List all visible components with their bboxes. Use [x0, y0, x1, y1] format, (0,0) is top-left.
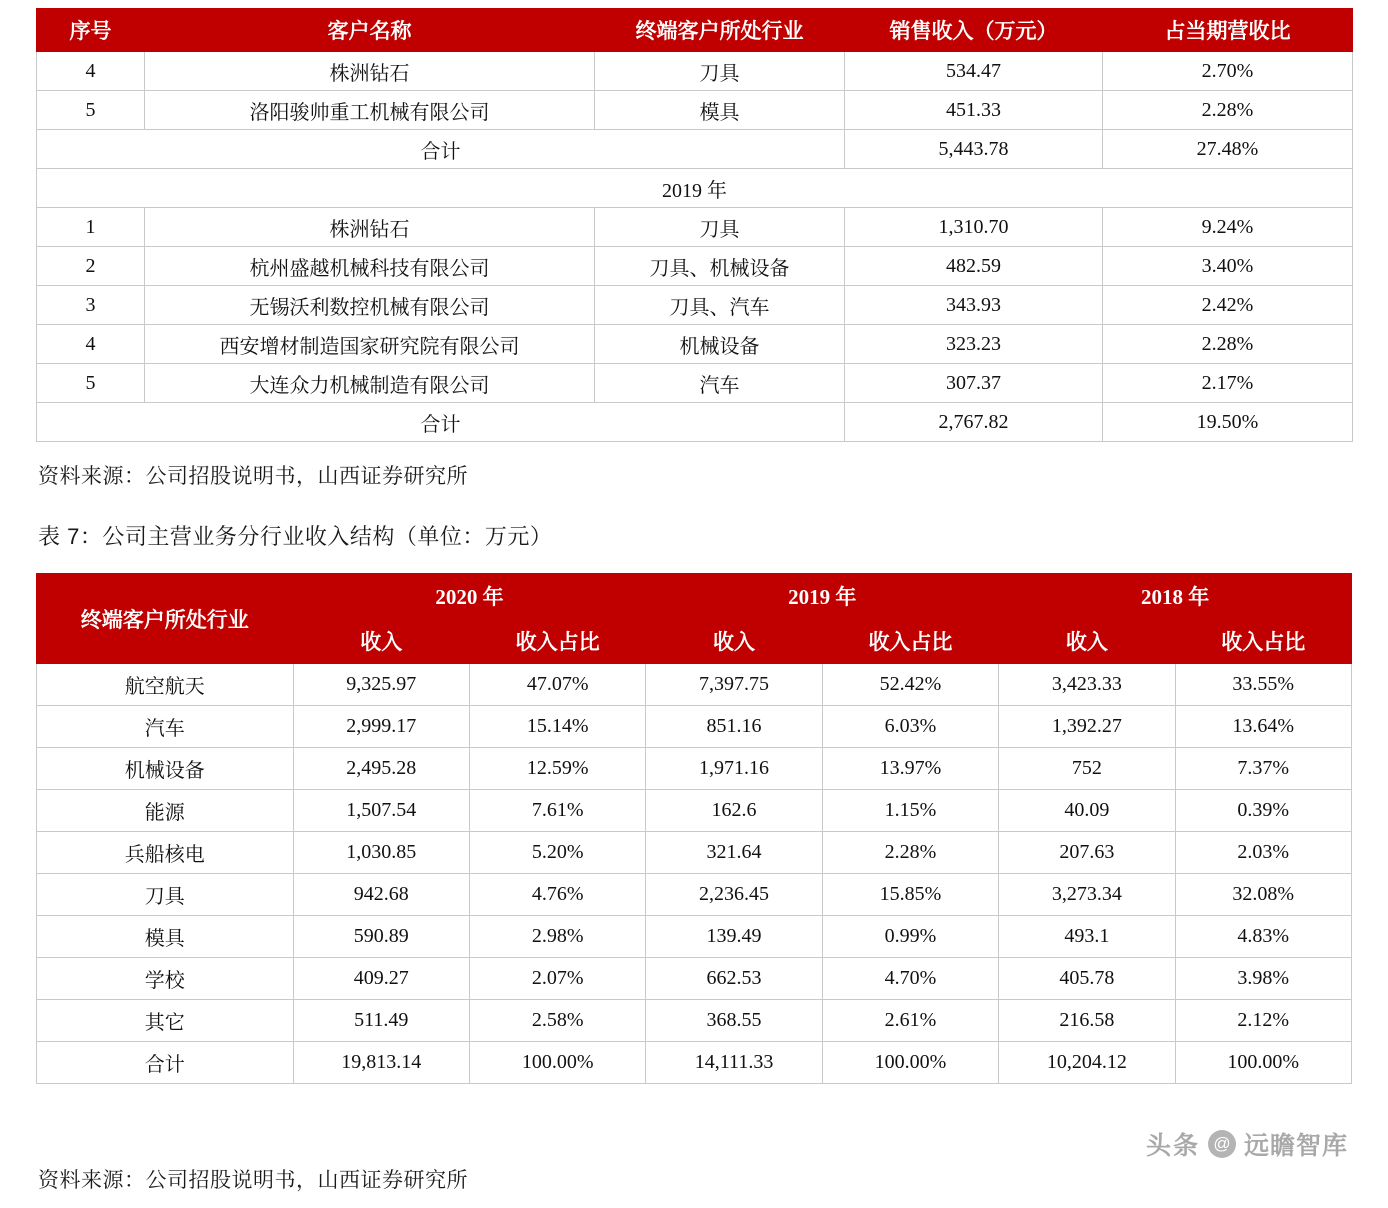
table-row: [37, 706, 1352, 748]
cell-total-share: 19.50%: [1103, 403, 1353, 442]
column-header-share: 占当期营收比: [1103, 9, 1353, 52]
column-header-share-2019: 收入占比: [822, 619, 998, 664]
table-row: [37, 1000, 1352, 1042]
cell-revenue-2020: 2,495.28: [293, 748, 469, 790]
cell-revenue-2019: 139.49: [646, 916, 822, 958]
cell-industry: 汽车: [595, 364, 845, 403]
cell-industry: 刀具: [37, 874, 294, 916]
cell-share-2018: 33.55%: [1175, 664, 1351, 706]
cell-industry: 刀具、机械设备: [595, 247, 845, 286]
cell-revenue-2020: 511.49: [293, 1000, 469, 1042]
table-row-total: [37, 130, 1353, 169]
cell-revenue: 1,310.70: [845, 208, 1103, 247]
cell-share-2020: 7.61%: [469, 790, 645, 832]
cell-industry: 刀具: [595, 208, 845, 247]
column-header-year-2020: 2020 年: [293, 574, 646, 619]
cell-share-2018: 7.37%: [1175, 748, 1351, 790]
cell-revenue-2019: 7,397.75: [646, 664, 822, 706]
table1-source-note: 资料来源：公司招股说明书，山西证券研究所: [38, 465, 468, 488]
cell-total-revenue-2018: 10,204.12: [999, 1042, 1175, 1084]
cell-revenue-2020: 942.68: [293, 874, 469, 916]
column-header-index: 序号: [37, 9, 145, 52]
cell-share-2018: 13.64%: [1175, 706, 1351, 748]
column-header-revenue: 销售收入（万元）: [845, 9, 1103, 52]
cell-index: 4: [37, 52, 145, 91]
cell-share-2018: 3.98%: [1175, 958, 1351, 1000]
cell-revenue-2020: 1,030.85: [293, 832, 469, 874]
cell-revenue-2019: 2,236.45: [646, 874, 822, 916]
column-header-revenue-2018: 收入: [999, 619, 1175, 664]
cell-industry: 模具: [595, 91, 845, 130]
cell-total-revenue: 5,443.78: [845, 130, 1103, 169]
table-row: [37, 664, 1352, 706]
cell-share-2020: 2.58%: [469, 1000, 645, 1042]
cell-revenue: 534.47: [845, 52, 1103, 91]
column-header-customer: 客户名称: [145, 9, 595, 52]
cell-revenue-2018: 216.58: [999, 1000, 1175, 1042]
cell-revenue-2018: 1,392.27: [999, 706, 1175, 748]
cell-revenue-2019: 321.64: [646, 832, 822, 874]
column-header-share-2018: 收入占比: [1175, 619, 1351, 664]
cell-revenue-2018: 3,273.34: [999, 874, 1175, 916]
cell-total-revenue: 2,767.82: [845, 403, 1103, 442]
column-header-year-2018: 2018 年: [999, 574, 1352, 619]
table-row: [37, 364, 1353, 403]
cell-total-share-2020: 100.00%: [469, 1042, 645, 1084]
watermark-account: 远瞻智库: [1243, 1132, 1348, 1160]
table-row: [37, 325, 1353, 364]
cell-revenue-2018: 3,423.33: [999, 664, 1175, 706]
cell-share: 2.17%: [1103, 364, 1353, 403]
top-customers-table: [36, 8, 1353, 442]
cell-industry: 刀具、汽车: [595, 286, 845, 325]
cell-revenue-2018: 493.1: [999, 916, 1175, 958]
cell-share-2020: 47.07%: [469, 664, 645, 706]
cell-revenue-2018: 752: [999, 748, 1175, 790]
cell-index: 4: [37, 325, 145, 364]
cell-share-2019: 1.15%: [822, 790, 998, 832]
cell-index: 5: [37, 91, 145, 130]
table-row: [37, 748, 1352, 790]
cell-industry: 机械设备: [37, 748, 294, 790]
cell-share-2020: 15.14%: [469, 706, 645, 748]
cell-share-2019: 52.42%: [822, 664, 998, 706]
cell-customer: 杭州盛越机械科技有限公司: [145, 247, 595, 286]
cell-customer: 无锡沃利数控机械有限公司: [145, 286, 595, 325]
cell-revenue-2020: 2,999.17: [293, 706, 469, 748]
cell-total-revenue-2020: 19,813.14: [293, 1042, 469, 1084]
cell-total-label: 合计: [37, 403, 845, 442]
cell-index: 1: [37, 208, 145, 247]
cell-industry: 机械设备: [595, 325, 845, 364]
cell-share: 2.28%: [1103, 325, 1353, 364]
cell-revenue-2018: 207.63: [999, 832, 1175, 874]
cell-share: 2.70%: [1103, 52, 1353, 91]
cell-share-2018: 32.08%: [1175, 874, 1351, 916]
cell-share-2019: 13.97%: [822, 748, 998, 790]
cell-customer: 西安增材制造国家研究院有限公司: [145, 325, 595, 364]
cell-revenue: 323.23: [845, 325, 1103, 364]
cell-revenue: 482.59: [845, 247, 1103, 286]
cell-revenue-2019: 1,971.16: [646, 748, 822, 790]
cell-revenue-2020: 9,325.97: [293, 664, 469, 706]
table-row-total: [37, 403, 1353, 442]
cell-share-2019: 15.85%: [822, 874, 998, 916]
cell-total-share: 27.48%: [1103, 130, 1353, 169]
watermark-platform: 头条: [1145, 1132, 1200, 1160]
cell-index: 5: [37, 364, 145, 403]
cell-index: 3: [37, 286, 145, 325]
column-header-revenue-2020: 收入: [293, 619, 469, 664]
cell-revenue-2020: 590.89: [293, 916, 469, 958]
cell-industry: 兵船核电: [37, 832, 294, 874]
cell-total-share-2019: 100.00%: [822, 1042, 998, 1084]
table-header-row: [37, 9, 1353, 52]
at-icon: @: [1208, 1130, 1236, 1158]
cell-share: 2.28%: [1103, 91, 1353, 130]
industry-revenue-table: [36, 573, 1352, 1084]
cell-index: 2: [37, 247, 145, 286]
table-row: [37, 52, 1353, 91]
table-row: [37, 91, 1353, 130]
cell-total-share-2018: 100.00%: [1175, 1042, 1351, 1084]
cell-revenue: 307.37: [845, 364, 1103, 403]
cell-customer: 大连众力机械制造有限公司: [145, 364, 595, 403]
cell-share-2020: 2.98%: [469, 916, 645, 958]
cell-share-2018: 0.39%: [1175, 790, 1351, 832]
column-header-revenue-2019: 收入: [646, 619, 822, 664]
table2-caption: 表 7：公司主营业务分行业收入结构（单位：万元）: [38, 524, 553, 549]
cell-revenue-2019: 662.53: [646, 958, 822, 1000]
document-page: [0, 8, 1388, 1208]
cell-industry: 其它: [37, 1000, 294, 1042]
watermark: [1146, 1126, 1348, 1162]
cell-revenue-2018: 40.09: [999, 790, 1175, 832]
cell-revenue-2018: 405.78: [999, 958, 1175, 1000]
table-row: [37, 286, 1353, 325]
table-row: [37, 247, 1353, 286]
cell-industry: 汽车: [37, 706, 294, 748]
table-row: [37, 832, 1352, 874]
cell-total-label: 合计: [37, 130, 845, 169]
table-row: [37, 916, 1352, 958]
cell-industry: 学校: [37, 958, 294, 1000]
cell-revenue-2020: 409.27: [293, 958, 469, 1000]
table-header-row: [37, 574, 1352, 664]
cell-revenue-2019: 851.16: [646, 706, 822, 748]
table-row: [37, 208, 1353, 247]
column-header-industry: 终端客户所处行业: [595, 9, 845, 52]
cell-total-label: 合计: [37, 1042, 294, 1084]
cell-share-2020: 4.76%: [469, 874, 645, 916]
cell-industry: 能源: [37, 790, 294, 832]
table2-source-note: 资料来源：公司招股说明书，山西证券研究所: [38, 1169, 468, 1192]
cell-share-2019: 2.28%: [822, 832, 998, 874]
cell-share-2018: 4.83%: [1175, 916, 1351, 958]
cell-total-revenue-2019: 14,111.33: [646, 1042, 822, 1084]
cell-customer: 株洲钻石: [145, 52, 595, 91]
cell-share-2019: 2.61%: [822, 1000, 998, 1042]
table-row: [37, 874, 1352, 916]
cell-customer: 株洲钻石: [145, 208, 595, 247]
table-row-total: [37, 1042, 1352, 1084]
cell-share: 9.24%: [1103, 208, 1353, 247]
column-header-industry: 终端客户所处行业: [37, 574, 294, 664]
cell-share-2019: 6.03%: [822, 706, 998, 748]
cell-revenue-2020: 1,507.54: [293, 790, 469, 832]
table-row: [37, 958, 1352, 1000]
cell-share-2018: 2.03%: [1175, 832, 1351, 874]
table-row: [37, 790, 1352, 832]
cell-year-band: 2019 年: [37, 169, 1353, 208]
column-header-share-2020: 收入占比: [469, 619, 645, 664]
cell-share: 2.42%: [1103, 286, 1353, 325]
cell-revenue-2019: 368.55: [646, 1000, 822, 1042]
cell-industry: 刀具: [595, 52, 845, 91]
cell-industry: 模具: [37, 916, 294, 958]
cell-share-2019: 4.70%: [822, 958, 998, 1000]
column-header-year-2019: 2019 年: [646, 574, 999, 619]
cell-revenue: 451.33: [845, 91, 1103, 130]
cell-customer: 洛阳骏帅重工机械有限公司: [145, 91, 595, 130]
cell-share-2020: 12.59%: [469, 748, 645, 790]
cell-revenue: 343.93: [845, 286, 1103, 325]
cell-share-2020: 5.20%: [469, 832, 645, 874]
cell-industry: 航空航天: [37, 664, 294, 706]
table-row-year-band: [37, 169, 1353, 208]
cell-share-2020: 2.07%: [469, 958, 645, 1000]
cell-revenue-2019: 162.6: [646, 790, 822, 832]
cell-share-2019: 0.99%: [822, 916, 998, 958]
cell-share: 3.40%: [1103, 247, 1353, 286]
cell-share-2018: 2.12%: [1175, 1000, 1351, 1042]
